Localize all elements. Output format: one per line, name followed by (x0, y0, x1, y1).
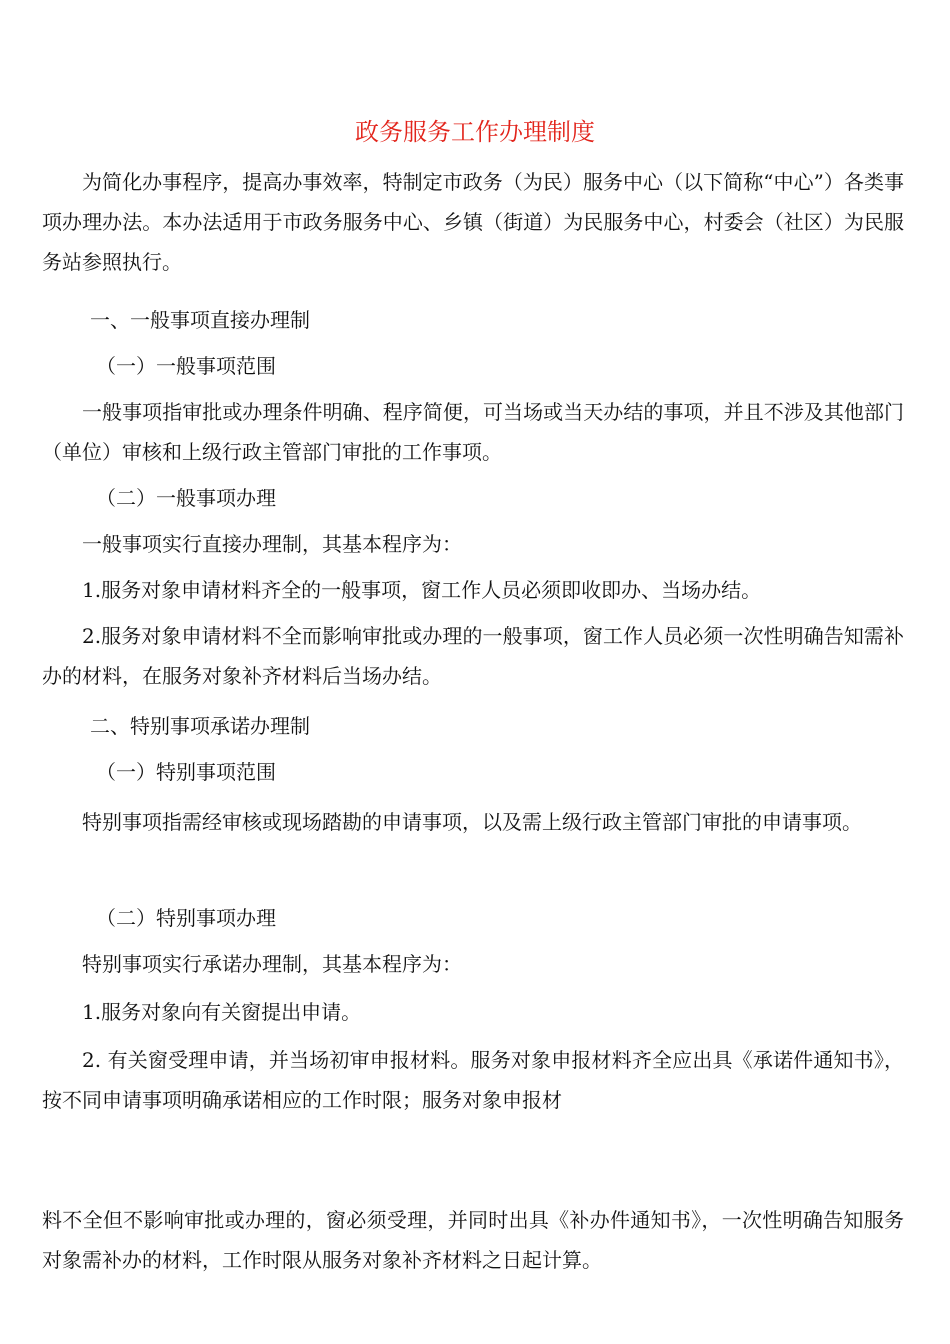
section-1-2-item-2: 2.服务对象申请材料不全而影响审批或办理的一般事项，窗工作人员必须一次性明确告知需补办的材料，在服务对象补齐材料后当场办结。 (42, 624, 904, 688)
section-1-heading: 一、一般事项直接办理制 (90, 308, 310, 332)
section-1-2-body: 一般事项实行直接办理制，其基本程序为： (82, 532, 462, 556)
section-2-2-body: 特别事项实行承诺办理制，其基本程序为： (82, 952, 462, 976)
section-2-2-item-2: 2. 有关窗受理申请，并当场初审申报材料。服务对象申报材料齐全应出具《承诺件通知书》，按不同申请事项明确承诺相应的工作时限；服务对象申报材 (42, 1048, 904, 1112)
section-1-2-heading: （二）一般事项办理 (96, 486, 276, 510)
section-2-2-heading: （二）特别事项办理 (96, 906, 276, 930)
section-2-2-item-1: 1.服务对象向有关窗提出申请。 (82, 1000, 362, 1024)
document-title: 政务服务工作办理制度 (355, 118, 595, 146)
section-1-1-body: 一般事项指审批或办理条件明确、程序简便，可当场或当天办结的事项，并且不涉及其他部门（单位）审核和上级行政主管部门审批的工作事项。 (42, 400, 904, 464)
section-1-1-heading: （一）一般事项范围 (96, 354, 276, 378)
section-2-heading: 二、特别事项承诺办理制 (90, 714, 310, 738)
section-1-2-item-1: 1.服务对象申请材料齐全的一般事项，窗工作人员必须即收即办、当场办结。 (82, 578, 762, 602)
section-2-1-body: 特别事项指需经审核或现场踏勘的申请事项，以及需上级行政主管部门审批的申请事项。 (82, 810, 862, 834)
section-2-2-item-2-continued: 料不全但不影响审批或办理的，窗必须受理，并同时出具《补办件通知书》，一次性明确告知服务对象需补办的材料，工作时限从服务对象补齐材料之日起计算。 (42, 1208, 904, 1272)
section-2-1-heading: （一）特别事项范围 (96, 760, 276, 784)
intro-paragraph: 为简化办事程序，提高办事效率，特制定市政务（为民）服务中心（以下简称“中心”）各类事项办理办法。本办法适用于市政务服务中心、乡镇（街道）为民服务中心，村委会（社区）为民服务站参照执行。 (42, 170, 904, 274)
